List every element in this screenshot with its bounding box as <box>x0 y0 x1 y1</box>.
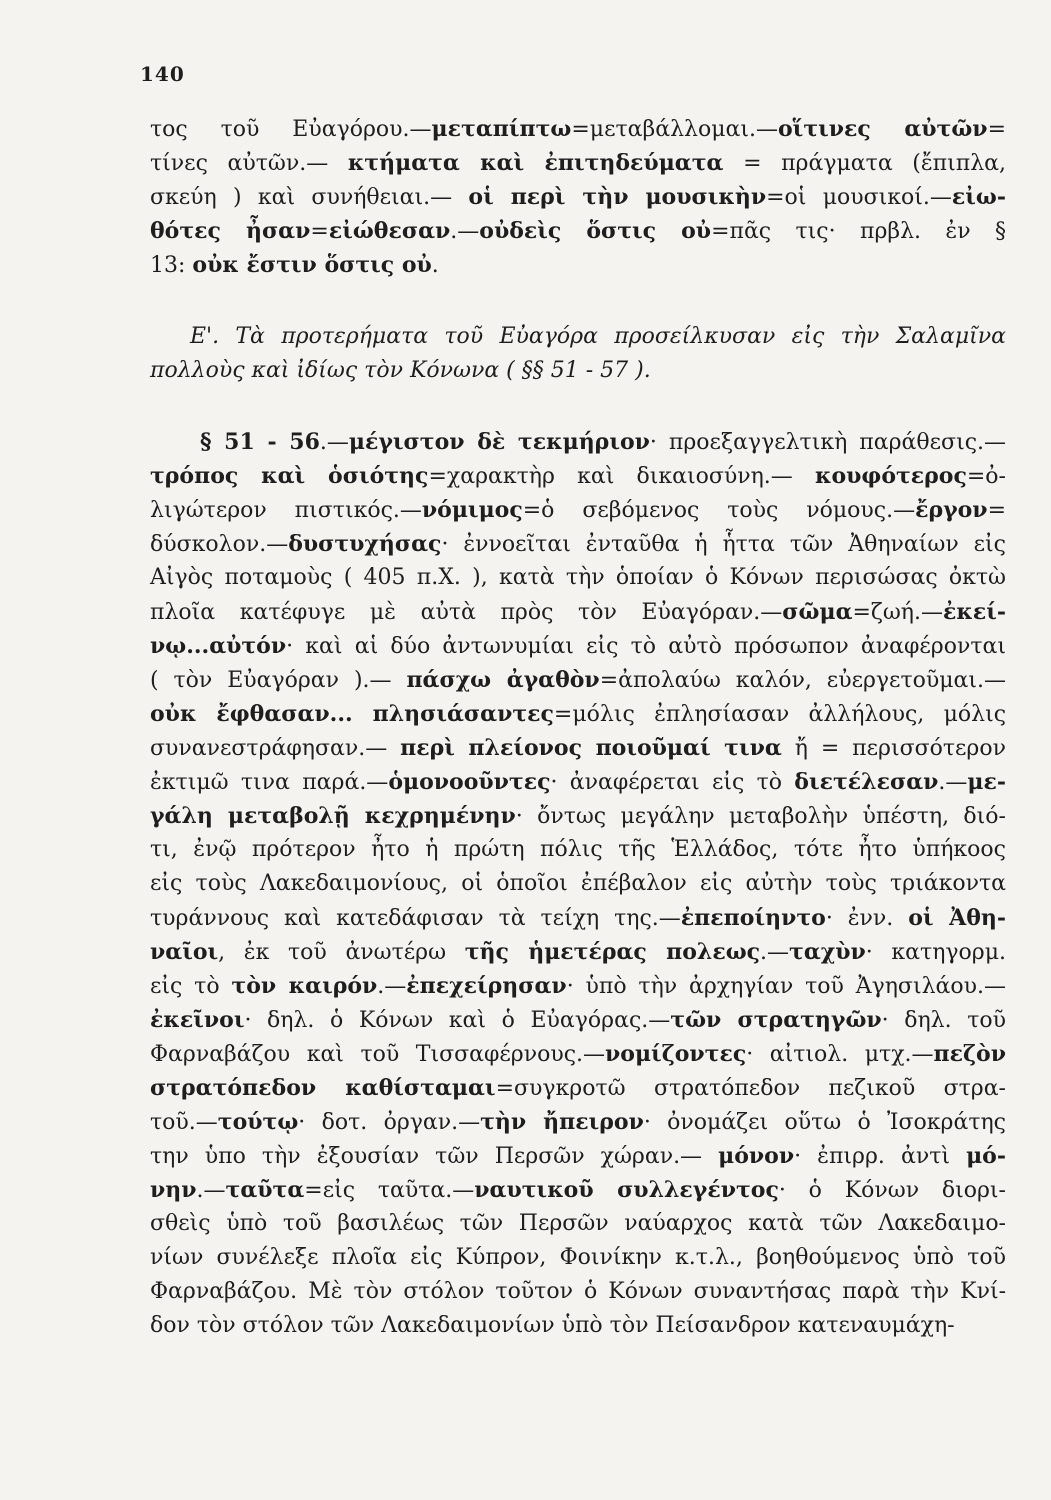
lemma-term: τῆς ἡμετέρας πολεως <box>464 939 761 965</box>
lemma-term: νην <box>150 1177 197 1203</box>
text-line <box>150 799 1006 834</box>
lemma-term: οἱ περὶ τὴν μουσικὴν <box>468 184 767 210</box>
text-line <box>150 146 1006 181</box>
gloss-text: τίνες αὐτῶν.— <box>150 151 348 176</box>
lemma-term: ναῖοι <box>150 939 219 965</box>
text-line <box>150 629 1006 664</box>
lemma-term: εἰώθεσαν <box>328 218 451 244</box>
gloss-text: · δοτ. ὀργαν.— <box>298 1110 481 1135</box>
text-line <box>150 1275 1006 1309</box>
gloss-text: Ε'. Τὰ προτερήματα τοῦ Εὐαγόρα προσείλκυσαν εἰς τὴν Σαλαμῖνα <box>190 324 1006 349</box>
text-line <box>150 935 1006 970</box>
gloss-text: · ἐνν. <box>825 906 909 931</box>
text-line <box>150 969 1006 1004</box>
text-line <box>150 1207 1006 1241</box>
lemma-term: ναυτικοῦ συλλεγέντος <box>474 1177 779 1203</box>
gloss-text: · ὄντως μεγάλην μεταβολὴν ὑπέστη, διό- <box>515 804 1006 829</box>
gloss-text: σκεύη ) καὶ συνήθειαι.— <box>150 185 469 210</box>
gloss-text: =ὁ σεβόμενος τοὺς νόμους.— <box>522 498 916 523</box>
gloss-text: =συγκροτῶ στρατόπεδον πεζικοῦ στρα- <box>495 1076 1006 1101</box>
gloss-text: =οἱ μουσικοί.— <box>766 185 952 210</box>
gloss-text: .— <box>450 219 480 244</box>
lemma-term: ἔργον <box>915 497 988 523</box>
text-line <box>150 1071 1006 1106</box>
lemma-term: μό- <box>966 1143 1006 1169</box>
gloss-text: .— <box>319 430 349 455</box>
text-line <box>150 561 1006 595</box>
lemma-term: νῳ...αὐτόν <box>150 633 287 659</box>
lemma-term: τὴν ἤπειρον <box>480 1109 644 1135</box>
gloss-text: 13: <box>150 253 193 278</box>
lemma-term: μόνον <box>718 1143 795 1169</box>
text-line <box>150 527 1006 562</box>
section-heading-line <box>190 320 1006 354</box>
lemma-term: στρατόπεδον καθίσταμαι <box>150 1075 496 1101</box>
gloss-text: δύσκολον.— <box>150 532 289 557</box>
gloss-text: τι, ἐνῷ πρότερον ἦτο ἡ πρώτη πόλις τῆς Ἑλλάδος, τότε ἦτο ὑπήκοος <box>150 837 1006 862</box>
gloss-text: . <box>431 253 439 278</box>
gloss-text: =μεταβάλλομαι.— <box>571 117 778 142</box>
gloss-text: ( τὸν Εὐαγόραν ).— <box>150 668 407 693</box>
text-line <box>150 1173 1006 1208</box>
gloss-text: · ὑπὸ τὴν ἀρχηγίαν τοῦ Ἀγησιλάου.— <box>566 974 1006 999</box>
gloss-text: δον τὸν στόλον τῶν Λακεδαιμονίων ὑπὸ τὸν Πείσανδρον κατεναυμάχη- <box>150 1313 955 1338</box>
text-line <box>150 180 1006 215</box>
text-line <box>150 731 1006 766</box>
gloss-text: λιγώτερον πιστικός.— <box>150 498 422 523</box>
gloss-text: · ὀνομάζει οὕτω ὁ Ἰσοκράτης <box>643 1110 1006 1135</box>
gloss-text: Φαρναβάζου. Μὲ τὸν στόλον τοῦτον ὁ Κόνων συναντήσας παρὰ τὴν Κνί- <box>150 1279 1006 1304</box>
gloss-text: την ὑπο τὴν ἐξουσίαν τῶν Περσῶν χώραν.— <box>150 1144 719 1169</box>
gloss-text: .— <box>760 940 790 965</box>
gloss-text: ἐκτιμῶ τινα παρά.— <box>150 770 389 795</box>
lemma-term: ἐπεποίηντο <box>680 905 826 931</box>
lemma-term: με- <box>967 769 1006 795</box>
text-line <box>150 867 1006 901</box>
gloss-text: =χαρακτὴρ καὶ δικαιοσύνη.— <box>428 464 815 489</box>
lemma-term: μέγιστον δὲ τεκμήριον <box>348 429 650 455</box>
gloss-text: Φαρναβάζου καὶ τοῦ Τισσαφέρνους.— <box>150 1042 606 1067</box>
lemma-term: ὁμονοοῦντες <box>388 769 551 795</box>
gloss-text: · κατηγορμ. <box>865 940 1006 965</box>
gloss-text: = <box>987 498 1006 523</box>
gloss-text: συνανεστράφησαν.— <box>150 736 401 761</box>
text-line <box>150 248 1006 283</box>
gloss-text: =εἰς ταῦτα.— <box>304 1178 475 1203</box>
gloss-text: = <box>310 219 329 244</box>
gloss-text: τος τοῦ Εὐαγόρου.— <box>150 117 432 142</box>
gloss-text: .— <box>377 974 407 999</box>
gloss-text: · αἰτιολ. μτχ.— <box>746 1042 934 1067</box>
lemma-term: ἐκεί- <box>942 599 1006 625</box>
lemma-term: οὐκ ἔστιν ὅστις οὐ <box>192 252 432 278</box>
text-line <box>150 833 1006 867</box>
lemma-term: τρόπος καὶ ὁσιότης <box>150 463 429 489</box>
lemma-term: νόμιμος <box>421 497 523 523</box>
text-line <box>150 1309 1006 1343</box>
gloss-text: · ἐννοεῖται ἐνταῦθα ἡ ἧττα τῶν Ἀθηναίων εἰς <box>441 532 1006 557</box>
lemma-term: ἐπεχείρησαν <box>406 973 567 999</box>
section-heading-line <box>150 354 1006 388</box>
gloss-text: .— <box>938 770 968 795</box>
gloss-text: =πᾶς τις· πρβλ. ἐν § <box>711 219 1006 244</box>
text-line <box>150 765 1006 800</box>
gloss-text: = <box>987 117 1007 142</box>
gloss-text: .— <box>196 1178 226 1203</box>
lemma-term: πάσχω ἀγαθὸν <box>406 667 600 693</box>
lemma-term: περὶ πλείονος ποιοῦμαί τινα <box>400 735 782 761</box>
lemma-term: γάλη μεταβολῇ κεχρημένην <box>150 803 516 829</box>
gloss-text: εἰς τὸ <box>150 974 232 999</box>
lemma-term: τῶν στρατηγῶν <box>670 1007 882 1033</box>
gloss-text: τοῦ.— <box>150 1110 218 1135</box>
text-line <box>150 1105 1006 1140</box>
text-line <box>150 1003 1006 1038</box>
lemma-term: οὐκ ἔφθασαν... πλησιάσαντες <box>150 701 554 727</box>
gloss-text: · ἐπιρρ. ἀντὶ <box>794 1144 967 1169</box>
lemma-term: πεζὸν <box>933 1041 1006 1067</box>
lemma-term: θότες ἦσαν <box>150 218 311 244</box>
lemma-term: τούτῳ <box>217 1109 299 1135</box>
lemma-term: σῶμα <box>782 599 853 625</box>
gloss-text: · ἀναφέρεται εἰς τὸ <box>550 770 795 795</box>
gloss-text: · ὁ Κόνων διορι- <box>778 1178 1006 1203</box>
lemma-term: ἐκεῖνοι <box>150 1007 245 1033</box>
gloss-text: =ἀπολαύω καλόν, εὐεργετοῦμαι.— <box>599 668 1007 693</box>
lemma-term: κουφότερος <box>814 463 967 489</box>
lemma-term: διετέλεσαν <box>794 769 939 795</box>
gloss-text: σθεὶς ὑπὸ τοῦ βασιλέως τῶν Περσῶν ναύαρχος κατὰ τῶν Λακεδαιμο- <box>150 1211 1006 1236</box>
gloss-text: =μόλις ἐπλησίασαν ἀλλήλους, μόλις <box>553 702 1007 727</box>
lemma-term: ταχὺν <box>789 939 866 965</box>
gloss-text: πολλοὺς καὶ ἰδίως τὸν Κόνωνα ( §§ 51 - 57 ). <box>150 358 651 383</box>
gloss-text: νίων συνέλεξε πλοῖα εἰς Κύπρον, Φοινίκην κ.τ.λ., βοηθούμενος ὑπὸ τοῦ <box>150 1245 1006 1270</box>
lemma-term: εἰω- <box>951 184 1006 210</box>
lemma-term: νομίζοντες <box>605 1041 747 1067</box>
lemma-term: κτήματα καὶ ἐπιτηδεύματα <box>347 150 724 176</box>
gloss-text: · δηλ. τοῦ <box>881 1008 1006 1033</box>
text-line <box>150 697 1006 732</box>
lemma-term: τὸν καιρόν <box>231 973 378 999</box>
text-line <box>150 1037 1006 1072</box>
gloss-text: · προεξαγγελτικὴ παράθεσις.— <box>649 430 1007 455</box>
gloss-text: =ὀ- <box>966 464 1006 489</box>
text-line <box>150 1139 1006 1174</box>
text-line <box>150 901 1006 936</box>
lemma-term: μεταπίπτω <box>431 116 572 142</box>
gloss-text: ἤ = περισσότερον <box>781 736 1006 761</box>
gloss-text: · δηλ. ὁ Κόνων καὶ ὁ Εὐαγόρας.— <box>244 1008 671 1033</box>
text-line <box>150 459 1006 494</box>
page-number: 140 <box>140 62 185 86</box>
text-line <box>150 663 1006 698</box>
lemma-term: ταῦτα <box>225 1177 305 1203</box>
text-line <box>150 595 1006 630</box>
gloss-text: =ζωή.— <box>852 600 943 625</box>
lemma-term: οἵτινες αὐτῶν <box>778 116 988 142</box>
gloss-text: · καὶ αἱ δύο ἀντωνυμίαι εἰς τὸ αὐτὸ πρόσωπον ἀναφέρονται <box>286 634 1006 659</box>
gloss-text: πλοῖα κατέφυγε μὲ αὐτὰ πρὸς τὸν Εὐαγόραν.— <box>150 600 783 625</box>
gloss-text: , ἐκ τοῦ ἀνωτέρω <box>218 940 465 965</box>
text-line <box>200 425 1006 460</box>
gloss-text: = πράγματα (ἔπιπλα, <box>723 151 1007 176</box>
lemma-term: οὐδεὶς ὅστις οὐ <box>479 218 712 244</box>
gloss-text: εἰς τοὺς Λακεδαιμονίους, οἱ ὁποῖοι ἐπέβαλον εἰς αὐτὴν τοὺς τριάκοντα <box>150 871 1006 896</box>
lemma-term: δυστυχήσας <box>288 531 442 557</box>
lemma-term: § 51 - 56 <box>200 429 320 455</box>
text-line <box>150 214 1006 249</box>
gloss-text: τυράννους καὶ κατεδάφισαν τὰ τείχη της.— <box>150 906 681 931</box>
text-line <box>150 493 1006 528</box>
text-line <box>150 112 1006 147</box>
lemma-term: οἱ Ἀθη- <box>908 905 1006 931</box>
text-line <box>150 1241 1006 1275</box>
gloss-text: Αἰγὸς ποταμοὺς ( 405 π.Χ. ), κατὰ τὴν ὁποίαν ὁ Κόνων περισώσας ὀκτὼ <box>150 565 1006 590</box>
